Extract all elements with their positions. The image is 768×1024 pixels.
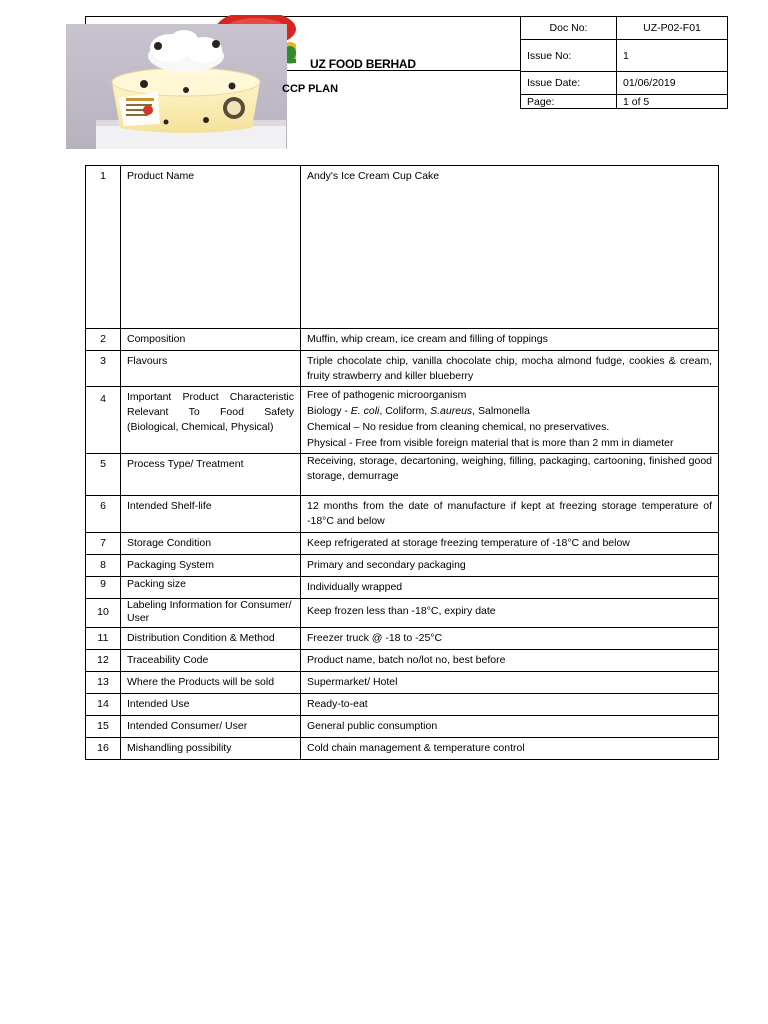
- table-row: [86, 351, 719, 387]
- row-value: Individually wrapped: [301, 577, 719, 599]
- meta-value: 1: [617, 40, 728, 72]
- biology-mid: , Coliform,: [379, 405, 431, 417]
- meta-label: Issue No:: [521, 40, 617, 72]
- food-safety-line-physical: Physical - Free from visible foreign material that is more than 2 mm in diameter: [307, 437, 674, 449]
- meta-value: 01/06/2019: [617, 72, 728, 95]
- row-label: Intended Use: [121, 694, 301, 716]
- row-label: Product Name: [121, 166, 301, 329]
- row-value: Andy's Ice Cream Cup Cake: [301, 166, 719, 329]
- row-number: 3: [86, 351, 121, 387]
- row-value: Supermarket/ Hotel: [301, 672, 719, 694]
- row-value: Ready-to-eat: [301, 694, 719, 716]
- row-number: 15: [86, 716, 121, 738]
- row-label: Flavours: [121, 351, 301, 387]
- row-value: Freezer truck @ -18 to -25°C: [301, 628, 719, 650]
- row-number: 12: [86, 650, 121, 672]
- row-label: Mishandling possibility: [121, 738, 301, 760]
- row-label: Distribution Condition & Method: [121, 628, 301, 650]
- row-label: Traceability Code: [121, 650, 301, 672]
- product-description-table: [85, 165, 719, 760]
- meta-row-issue-date: [521, 72, 728, 95]
- table-row: [86, 166, 719, 329]
- meta-row-page: [521, 95, 728, 109]
- table-row: [86, 329, 719, 351]
- meta-value: UZ-P02-F01: [617, 17, 728, 40]
- table-row: [86, 672, 719, 694]
- food-safety-line-general: Free of pathogenic microorganism: [307, 389, 467, 401]
- row-number: 6: [86, 496, 121, 533]
- row-value-food-safety: [301, 387, 719, 454]
- meta-row-doc-no: [521, 17, 728, 40]
- row-value: Muffin, whip cream, ice cream and filling of toppings: [301, 329, 719, 351]
- meta-label: Page:: [521, 95, 617, 109]
- row-label: Important Product Characteristic Relevant To Food Safety (Biological, Chemical, Physical): [121, 387, 301, 454]
- plan-title: CCP PLAN: [282, 83, 339, 95]
- row-number: 9: [86, 577, 121, 599]
- row-label: Where the Products will be sold: [121, 672, 301, 694]
- row-number: 5: [86, 454, 121, 496]
- product-photo: [66, 24, 287, 149]
- row-value: Receiving, storage, decartoning, weighing, filling, packaging, cartooning, finished good storage, demurrage: [301, 454, 719, 496]
- row-value: Cold chain management & temperature control: [301, 738, 719, 760]
- table-row: [86, 650, 719, 672]
- row-number: 16: [86, 738, 121, 760]
- biology-end: , Salmonella: [472, 405, 530, 417]
- row-number: 2: [86, 329, 121, 351]
- row-label: Labeling Information for Consumer/ User: [121, 599, 301, 628]
- row-label: Intended Shelf-life: [121, 496, 301, 533]
- row-number: 14: [86, 694, 121, 716]
- row-value: Triple chocolate chip, vanilla chocolate chip, mocha almond fudge, cookies & cream, fruity strawberry and killer blueberry: [301, 351, 719, 387]
- table-row: [86, 387, 719, 454]
- row-value: Product name, batch no/lot no, best before: [301, 650, 719, 672]
- meta-row-issue-no: [521, 40, 728, 72]
- row-number: 10: [86, 599, 121, 628]
- organism-e-coli: E. coli: [350, 405, 380, 417]
- table-row: [86, 496, 719, 533]
- row-label: Packaging System: [121, 555, 301, 577]
- biology-prefix: Biology -: [307, 405, 351, 417]
- table-row: [86, 738, 719, 760]
- row-number: 8: [86, 555, 121, 577]
- row-number: 4: [86, 387, 121, 454]
- table-row: [86, 577, 719, 599]
- row-value: Keep frozen less than -18°C, expiry date: [301, 599, 719, 628]
- row-value: Keep refrigerated at storage freezing temperature of -18°C and below: [301, 533, 719, 555]
- row-label: Process Type/ Treatment: [121, 454, 301, 496]
- table-row: [86, 454, 719, 496]
- row-label: Storage Condition: [121, 533, 301, 555]
- row-number: 7: [86, 533, 121, 555]
- row-number: 11: [86, 628, 121, 650]
- food-safety-line-biology: [307, 403, 712, 419]
- meta-label: Doc No:: [521, 17, 617, 40]
- table-row: [86, 694, 719, 716]
- document-meta-table: [520, 16, 728, 109]
- food-safety-line-chemical: Chemical – No residue from cleaning chemical, no preservatives.: [307, 421, 610, 433]
- row-number: 1: [86, 166, 121, 329]
- row-value: 12 months from the date of manufacture if kept at freezing storage temperature of -18°C and below: [301, 496, 719, 533]
- table-row: [86, 555, 719, 577]
- company-name: UZ FOOD BERHAD: [310, 57, 416, 71]
- meta-label: Issue Date:: [521, 72, 617, 95]
- row-label: Intended Consumer/ User: [121, 716, 301, 738]
- row-value: Primary and secondary packaging: [301, 555, 719, 577]
- row-number: 13: [86, 672, 121, 694]
- row-label: Packing size: [121, 577, 301, 599]
- row-label: Composition: [121, 329, 301, 351]
- meta-value: 1 of 5: [617, 95, 728, 109]
- table-row: [86, 716, 719, 738]
- table-row: [86, 628, 719, 650]
- table-row: [86, 599, 719, 628]
- table-row: [86, 533, 719, 555]
- organism-s-aureus: S.aureus: [430, 405, 473, 417]
- row-value: General public consumption: [301, 716, 719, 738]
